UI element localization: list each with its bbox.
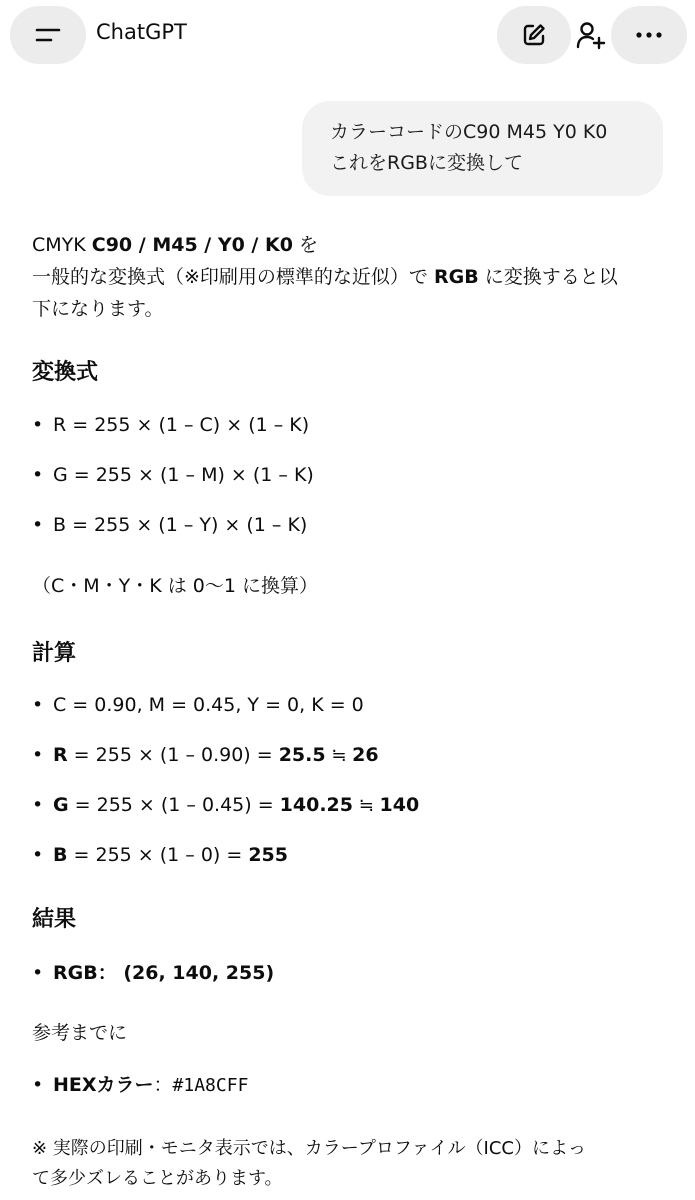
intro-text: に変換すると以 (478, 266, 618, 288)
user-message-bubble (302, 101, 663, 196)
intro-text: CMYK (32, 234, 92, 256)
list-item: • C = 0.90, M = 0.45, Y = 0, K = 0 (32, 694, 364, 716)
intro-line-1 (32, 230, 318, 260)
range-note: （C・M・Y・K は 0〜1 に換算） (32, 575, 319, 597)
list-item: • R = 255 × (1 – 0.90) = 25.5 ≒ 26 (32, 744, 379, 766)
result-label: RGB： (53, 962, 117, 984)
approx-sign: ≒ (353, 795, 380, 816)
calc-label: G (53, 794, 69, 816)
user-message-line: カラーコードのC90 M45 Y0 K0 (330, 121, 608, 143)
heading-result: 結果 (32, 907, 77, 932)
top-bar (0, 0, 695, 72)
hex-label: HEXカラー (53, 1074, 154, 1096)
heading-formula: 変換式 (32, 360, 99, 385)
formula-b: B = 255 × (1 – Y) × (1 – K) (53, 514, 308, 536)
user-message-line: これをRGBに変換して (330, 152, 523, 174)
edit-icon (520, 21, 548, 49)
formula-g: G = 255 × (1 – M) × (1 – K) (53, 464, 314, 486)
footnote-line-2: て多少ズレることがあります。 (32, 1168, 283, 1189)
add-user-button[interactable] (572, 16, 610, 54)
cmyk-value: C90 / M45 / Y0 / K0 (91, 234, 293, 256)
app-title: ChatGPT (96, 20, 187, 44)
list-item: • RGB： (26, 140, 255) (32, 962, 275, 984)
result-value: (26, 140, 255) (116, 962, 275, 984)
heading-calc: 計算 (32, 641, 77, 666)
calc-expr: = 255 × (1 – 0) = (67, 844, 249, 866)
formula-r: R = 255 × (1 – C) × (1 – K) (53, 414, 310, 436)
calc-rounded: 140 (379, 794, 420, 816)
list-item: • G = 255 × (1 – M) × (1 – K) (32, 464, 314, 486)
more-options-button[interactable] (611, 6, 687, 64)
hex-separator: ： (153, 1074, 173, 1096)
footnote-line-1: ※ 実際の印刷・モニタ表示では、カラープロファイル（ICC）によっ (32, 1138, 586, 1159)
list-item: • B = 255 × (1 – Y) × (1 – K) (32, 514, 308, 536)
calc-label: R (53, 744, 68, 766)
list-item: • B = 255 × (1 – 0) = 255 (32, 844, 288, 866)
add-user-icon (575, 19, 607, 51)
calc-expr: = 255 × (1 – 0.45) = (68, 794, 280, 816)
intro-line-2 (32, 262, 618, 292)
calc-value: 140.25 (279, 794, 353, 816)
list-item: • HEXカラー：#1A8CFF (32, 1074, 249, 1096)
calc-rounded: 26 (352, 744, 379, 766)
more-icon (635, 31, 663, 39)
rgb-term: RGB (433, 266, 479, 288)
hex-value: #1A8CFF (172, 1075, 249, 1096)
reference-text: 参考までに (32, 1022, 128, 1044)
calc-label: B (53, 844, 68, 866)
approx-sign: ≒ (325, 745, 353, 766)
list-item: • R = 255 × (1 – C) × (1 – K) (32, 414, 310, 436)
intro-text: 一般的な変換式（※印刷用の標準的な近似）で (32, 266, 434, 288)
list-item: • G = 255 × (1 – 0.45) = 140.25 ≒ 140 (32, 794, 420, 816)
calc-inputs: C = 0.90, M = 0.45, Y = 0, K = 0 (53, 694, 364, 716)
calc-value: 25.5 (278, 744, 326, 766)
intro-line-3: 下になります。 (32, 298, 164, 320)
calc-value: 255 (248, 844, 288, 866)
new-chat-button[interactable] (497, 6, 571, 64)
menu-icon (34, 25, 62, 45)
menu-button[interactable] (10, 6, 86, 64)
intro-text: を (292, 234, 318, 256)
calc-expr: = 255 × (1 – 0.90) = (67, 744, 279, 766)
